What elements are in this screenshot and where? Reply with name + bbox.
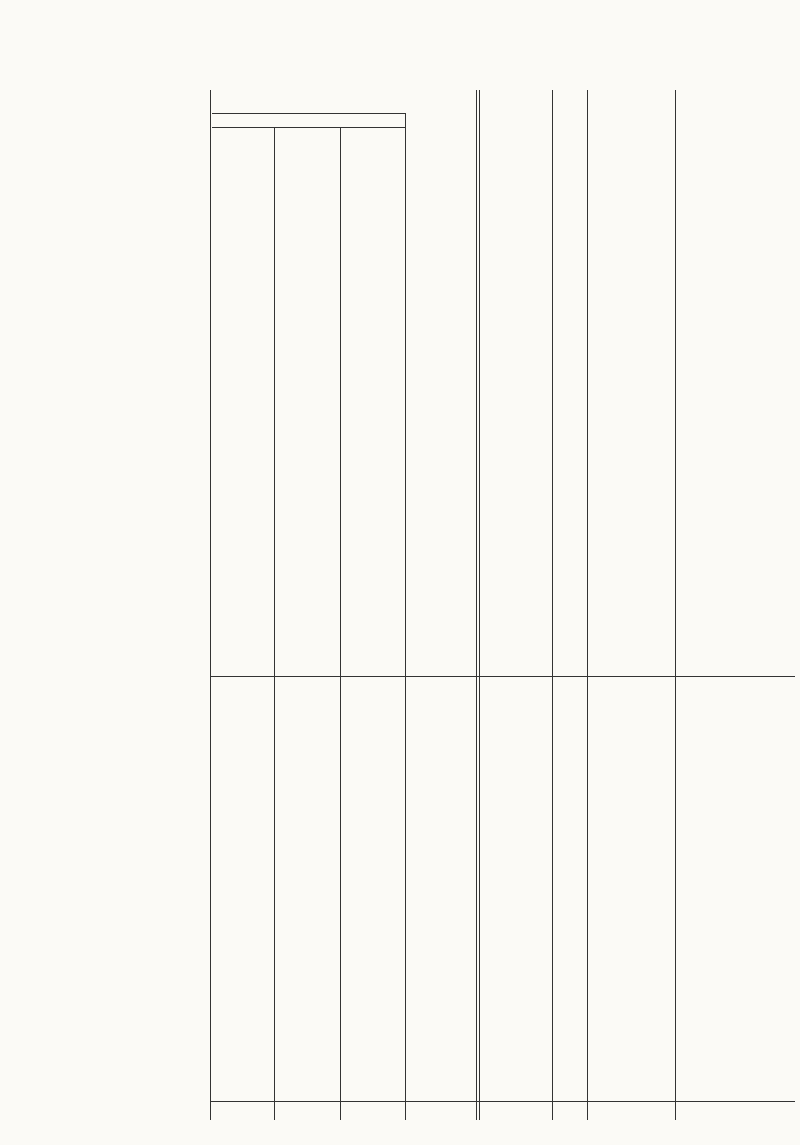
rule [675, 90, 676, 1120]
rule [587, 90, 588, 1120]
rule [479, 90, 480, 1120]
rule [212, 127, 405, 128]
rule [210, 90, 211, 1120]
rule [552, 90, 553, 1120]
rule [210, 676, 795, 677]
rule [476, 90, 477, 1120]
rule [210, 1101, 795, 1102]
rule [212, 113, 405, 114]
rule [405, 113, 406, 1120]
rule [340, 127, 341, 1120]
rule [274, 127, 275, 1120]
